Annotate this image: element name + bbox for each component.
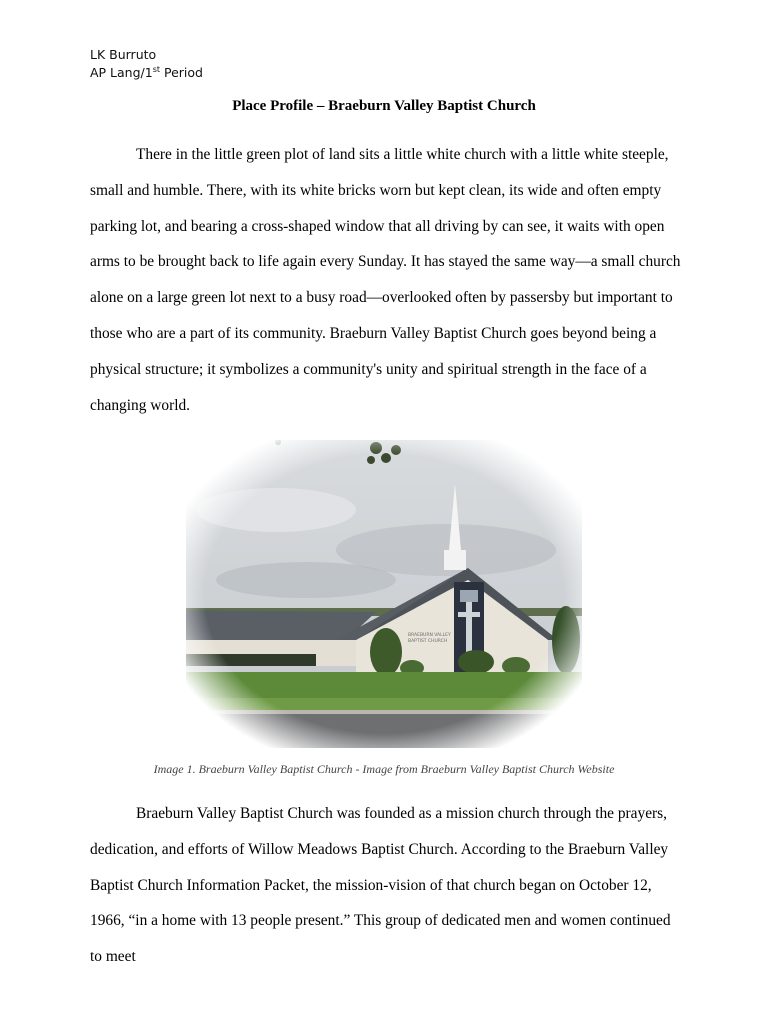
class-prefix: AP Lang/1 (90, 65, 153, 80)
document-header (90, 46, 203, 82)
document-title: Place Profile – Braeburn Valley Baptist Church (232, 98, 536, 114)
photo-vignette (186, 440, 582, 748)
author-name: LK Burruto (90, 47, 157, 62)
church-photo-graphic (186, 440, 582, 748)
church-photo (186, 440, 582, 748)
class-suffix: Period (160, 65, 203, 80)
body-paragraph-1: There in the little green plot of land sits a little white church with a little white steeple, small and humble. There, with its white bricks worn but kept clean, its wide and often empty parking lot, and bearing a cross-shaped window that all driving by can see, it waits with open arms to be brought back to life again every Sunday. It has stayed the same way—a small church alone on a large green lot next to a busy road—overlooked often by passersby but important to those who are a part of its community. Braeburn Valley Baptist Church goes beyond being a physical structure; it symbolizes a community's unity and spiritual strength in the face of a changing world. (90, 146, 681, 414)
body-paragraph-2: Braeburn Valley Baptist Church was founded as a mission church through the prayers, dedication, and efforts of Willow Meadows Baptist Church. According to the Braeburn Valley Baptist Church Information Packet, the mission-vision of that church began on October 12, 1966, “in a home with 13 people present.” This group of dedicated men and women continued to meet (90, 805, 671, 966)
class-period (90, 64, 203, 82)
figure-caption: Image 1. Braeburn Valley Baptist Church - Image from Braeburn Valley Baptist Church Website (153, 762, 615, 776)
class-ordinal-suffix: st (152, 64, 161, 74)
